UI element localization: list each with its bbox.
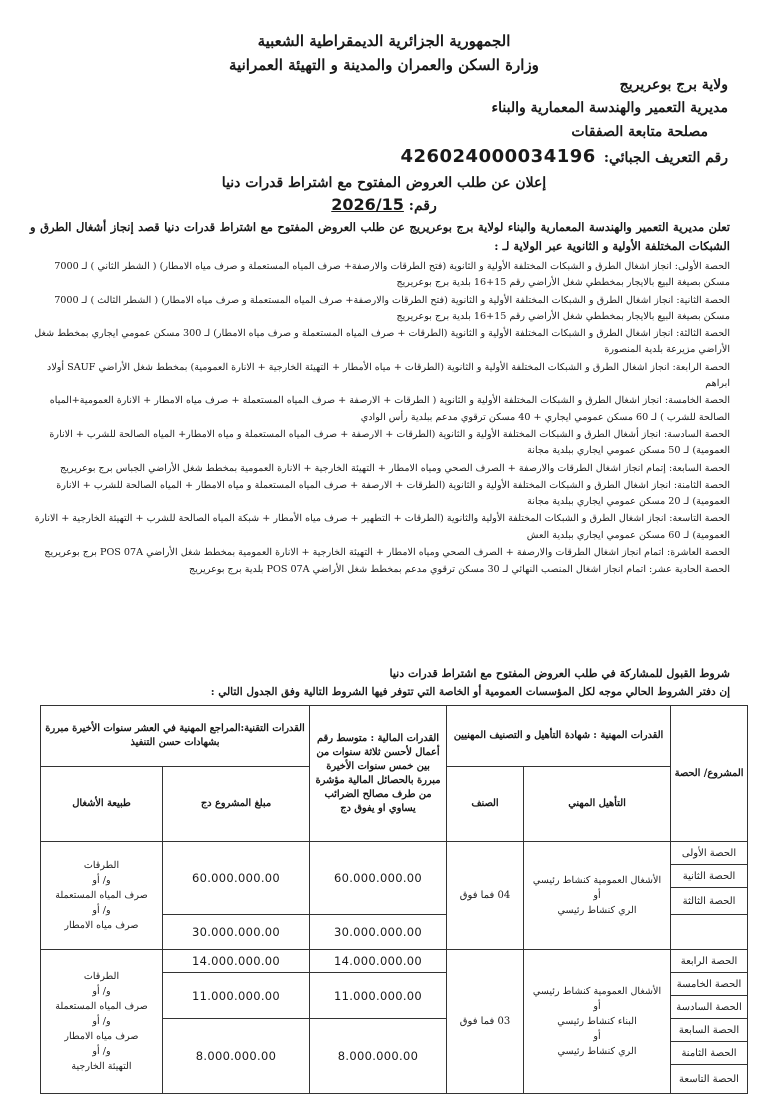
lot-item: الحصة الخامسة: انجاز اشغال الطرق و الشبكات المختلفة الأولية و الثانوية ( الطرقات + الارصفة + صرف المياه المستعملة + صرف مياه الامطار + الانارة العمومية+المياه الصالحة للشرب ) لـ 60 مسكن عمومي ايجاري + 40 مسكن ترقوي مدعم ببلدية رأس الوادي — [49, 395, 730, 423]
wilaya-name: ولاية برج بوعريريج — [619, 77, 728, 93]
announcement-number-value: 2026/15 — [331, 195, 404, 214]
nature-line: صرف مياه الامطار — [64, 920, 139, 931]
lot-item: الحصة السابعة: إتمام انجاز اشغال الطرقات والارصفة + الصرف الصحي ومياه الامطار + التهيئة الخارجية + الانارة العمومية بمخطط شغل الأراضي الجباس برج بوعريريج — [60, 462, 730, 474]
amount-cell: 30.000.000.00 — [163, 915, 310, 950]
nature-line: الطرقات — [83, 860, 120, 871]
qualification-cell — [524, 950, 671, 1094]
announcement-number-label: رقم: — [408, 198, 437, 214]
qualification-line: البناء كنشاط رئيسي — [557, 1016, 637, 1027]
nature-line: و/ أو — [92, 1016, 111, 1027]
qualification-line: الري كنشاط رئيسي — [557, 905, 637, 916]
header-technical: القدرات التقنية:المراجع المهنية في العشر سنوات الأخيرة مبررة بشهادات حسن التنفيذ — [41, 706, 310, 767]
nature-line: و/ أو — [92, 986, 111, 997]
nature-line: صرف المياه المستعملة — [55, 1001, 148, 1012]
fiscal-id-label: رقم التعريف الجبائي: — [603, 150, 728, 166]
qualification-line: الأشغال العمومية كنشاط رئيسي — [532, 986, 662, 997]
lot-cell: الحصة الثالثة — [671, 888, 748, 915]
intro-paragraph: تعلن مديرية التعمير والهندسة المعمارية والبناء لولاية برج بوعريريج عن طلب العروض المفتوح مع اشتراط قدرات دنيا قصد إنجاز أشغال الطرق و الشبكات المختلفة الأولية و الثانوية عبر الولاية لـ : — [30, 220, 730, 253]
lot-item: الحصة الأولى: انجاز اشغال الطرق و الشبكات المختلفة الأولية و الثانوية (فتح الطرقات والارصفة+ صرف المياه المستعملة و صرف مياه الامطار) ( الشطر الثاني ) لـ 7000 مسكن بصيغة البيع بالايجار بمخططي شغل الأراضي رقم 15+16 بلدية برج بوعريريج — [54, 261, 730, 289]
header-nature: طبيعة الأشغال — [41, 767, 163, 842]
nature-cell — [41, 842, 163, 950]
qualification-line: الري كنشاط رئيسي — [557, 1046, 637, 1057]
lot-cell: الحصة الرابعة — [671, 950, 748, 973]
announcement-number — [0, 195, 768, 214]
financial-cell: 60.000.000.00 — [310, 842, 447, 915]
service-name: مصلحة متابعة الصفقات — [571, 124, 708, 140]
nature-line: صرف مياه الامطار — [64, 1031, 139, 1042]
lot-cell: الحصة الثامنة — [671, 1042, 748, 1065]
lot-item: الحصة الرابعة: انجاز اشغال الطرق و الشبكات المختلفة الأولية و الثانوية (الطرقات + مياه الأمطار + التهيئة الخارجية + الانارة العمومية) بمخطط شغل الأراضي SAUF أولاد ابراهم — [47, 361, 730, 390]
amount-cell: 60.000.000.00 — [163, 842, 310, 915]
header-lot: المشروع/ الحصة — [671, 706, 748, 842]
header-qualification: التأهيل المهني — [524, 767, 671, 842]
lot-cell: الحصة السادسة — [671, 996, 748, 1019]
nature-line: صرف المياه المستعملة — [55, 890, 148, 901]
table-row — [41, 842, 748, 865]
lot-item: الحصة العاشرة: اتمام انجاز اشغال الطرقات والارصفة + الصرف الصحي ومياه الامطار + التهيئة الخارجية + الانارة العمومية بمخطط شغل الأراضي POS 07A برج بوعريريج — [44, 547, 730, 559]
lot-item: الحصة التاسعة: انجاز اشغال الطرق و الشبكات المختلفة الأولية والثانوية (الطرقات + التطهير + صرف مياه الأمطار + شبكة المياه الصالحة للشرب + التهيئة الخارجية + الانارة العمومية) لـ 60 مسكن عمومي ايجاري ببلدية العش — [34, 513, 730, 541]
lot-cell: الحصة الأولى — [671, 842, 748, 865]
conditions-title: شروط القبول للمشاركة في طلب العروض المفتوح مع اشتراط قدرات دنيا — [389, 667, 730, 680]
amount-cell: 8.000.000.00 — [163, 1019, 310, 1094]
lot-cell: الحصة الثانية — [671, 865, 748, 888]
class-cell: 04 فما فوق — [447, 842, 524, 950]
qualification-or: أو — [593, 890, 601, 901]
lot-item: الحصة الثالثة: انجاز اشغال الطرق و الشبكات المختلفة الأولية و الثانوية (الطرقات + صرف المياه المستعملة و صرف مياه الامطار) لـ 300 مسكن عمومي ايجاري بمخطط شغل الأراضي مزيرعة بلدية المنصورة — [34, 328, 730, 356]
requirements-table — [40, 705, 748, 1094]
conditions-text: إن دفتر الشروط الحالي موجه لكل المؤسسات العمومية أو الخاصة التي تتوفر فيها الشروط التالية وفق الجدول التالي : — [210, 686, 730, 698]
lot-cell: الحصة السابعة — [671, 1019, 748, 1042]
announcement-title: إعلان عن طلب العروض المفتوح مع اشتراط قدرات دنيا — [221, 175, 547, 191]
header-amount: مبلغ المشروع دج — [163, 767, 310, 842]
financial-cell: 11.000.000.00 — [310, 973, 447, 1019]
qualification-line: الأشغال العمومية كنشاط رئيسي — [532, 875, 662, 886]
lot-item: الحصة الثانية: انجاز اشغال الطرق و الشبكات المختلفة الأولية و الثانوية (فتح الطرقات والارصفة+ صرف المياه المستعملة و صرف مياه الامطار) ( الشطر الثالث ) لـ 7000 مسكن بصيغة البيع بالايجار بمخططي شغل الأراضي رقم 15+16 بلدية برج بوعريريج — [54, 294, 730, 322]
nature-line: و/ أو — [92, 1046, 111, 1057]
qualification-or: أو — [593, 1031, 601, 1042]
amount-cell: 14.000.000.00 — [163, 950, 310, 973]
financial-cell: 14.000.000.00 — [310, 950, 447, 973]
nature-line: الطرقات — [83, 971, 120, 982]
fiscal-id — [400, 146, 728, 167]
lots-list — [30, 259, 730, 580]
qualification-or: أو — [593, 1001, 601, 1012]
header-financial: القدرات المالية : متوسط رقم أعمال لأحسن ثلاثة سنوات من بين خمس سنوات الأخيرة مبررة بالحصائل المالية مؤشرة من طرف مصالح الضرائب يساوي او يفوق دج — [310, 706, 447, 842]
amount-cell: 11.000.000.00 — [163, 973, 310, 1019]
table-header-row — [41, 706, 748, 767]
header-professional: القدرات المهنية : شهادة التأهيل و التصنيف المهنيين — [447, 706, 671, 767]
directorate-name: مديرية التعمير والهندسة المعمارية والبناء — [491, 100, 728, 116]
financial-cell: 8.000.000.00 — [310, 1019, 447, 1094]
lot-item: الحصة السادسة: انجاز أشغال الطرق و الشبكات المختلفة الأولية و الثانوية (الطرقات + الارصفة + صرف المياه المستعملة و مياه الامطار+ المياه الصالحة للشرب + الانارة العمومية) لـ 50 مسكن عمومي ايجاري ببلدية مجانة — [49, 428, 730, 457]
nature-line: و/ أو — [92, 905, 111, 916]
nature-cell — [41, 950, 163, 1094]
lot-cell: الحصة التاسعة — [671, 1065, 748, 1094]
header-class: الصنف — [447, 767, 524, 842]
fiscal-id-number: 426024000034196 — [400, 146, 596, 167]
ministry-heading: وزارة السكن والعمران والمدينة و التهيئة العمرانية — [229, 56, 539, 74]
nature-line: و/ أو — [92, 875, 111, 886]
republic-heading: الجمهورية الجزائرية الديمقراطية الشعبية — [257, 32, 511, 50]
lot-item: الحصة الثامنة: انجاز اشغال الطرق و الشبكات المختلفة الأولية و الثانوية (الطرقات + الارصفة + صرف المياه المستعملة و مياه الامطار + المياه الصالحة للشرب + الانارة العمومية) لـ 20 مسكن عمومي ايجاري ببلدية مجانة — [56, 479, 730, 508]
lot-cell: الحصة الخامسة — [671, 973, 748, 996]
qualification-cell — [524, 842, 671, 950]
lot-item: الحصة الحادية عشر: اتمام انجاز اشغال المنصب النهائي لـ 30 مسكن ترقوي مدعم بمخطط شغل الأراضي POS 07A بلدية برج بوعريريج — [189, 564, 730, 576]
financial-cell: 30.000.000.00 — [310, 915, 447, 950]
table-row — [41, 950, 748, 973]
nature-line: التهيئة الخارجية — [71, 1061, 132, 1072]
lot-cell-spacer — [671, 915, 748, 950]
class-cell: 03 فما فوق — [447, 950, 524, 1094]
